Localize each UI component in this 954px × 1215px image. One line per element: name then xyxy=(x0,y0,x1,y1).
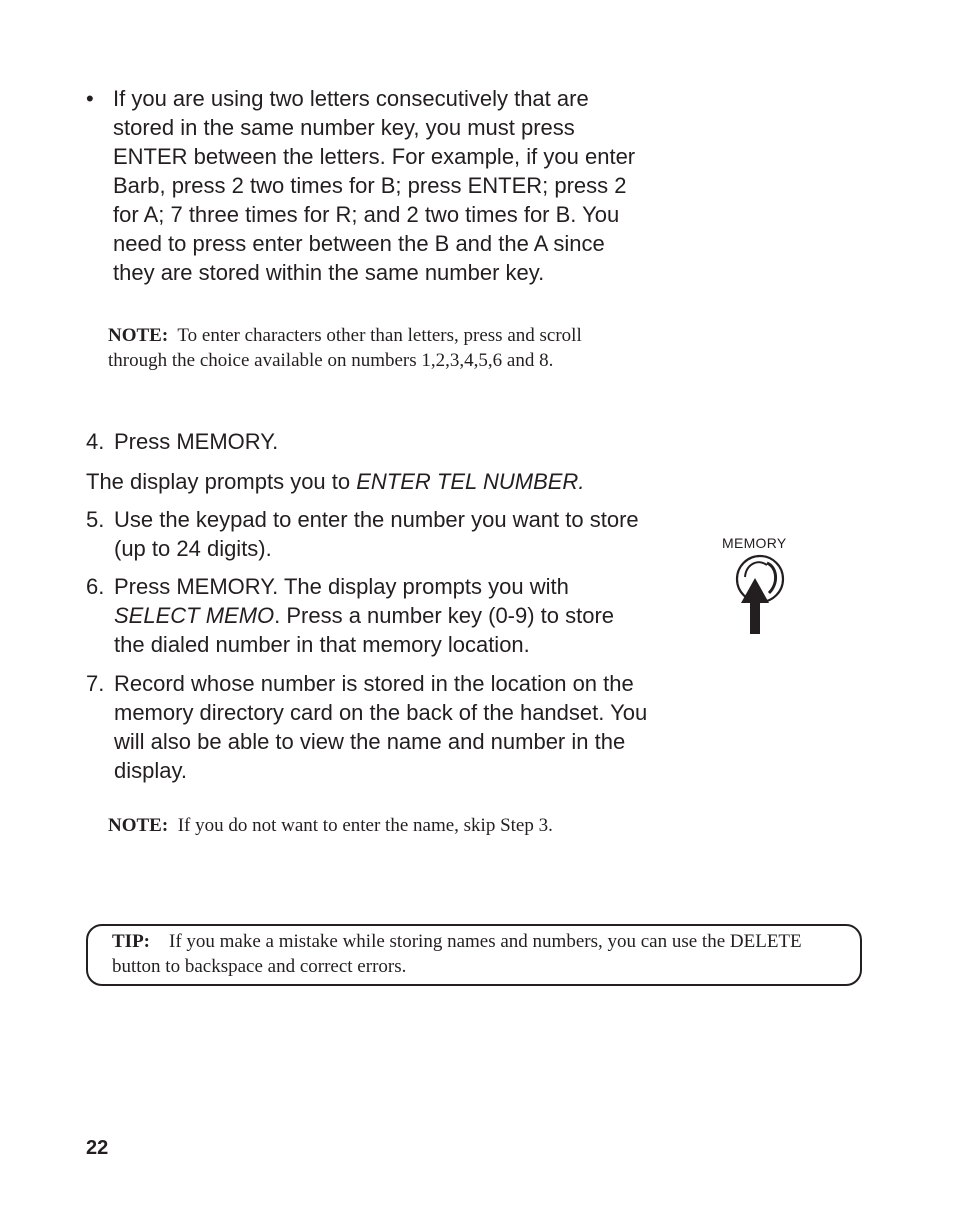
step-number: 7. xyxy=(86,671,105,696)
step-5 xyxy=(86,505,646,563)
note-label: NOTE: xyxy=(108,815,169,836)
step-text-suffix: . Press a number key (0-9) to store the dialed number in that memory location. xyxy=(114,603,615,657)
tip-text-block xyxy=(112,929,842,979)
step-text-prefix: Press MEMORY. The display prompts you with xyxy=(114,574,569,599)
display-prompt xyxy=(86,467,646,496)
bullet-text: If you are using two letters consecutively that are stored in the same number key, you must press ENTER between the letters. For example, if you enter Barb, press 2 two times for B; press ENTER; press 2 for A; 7 three times for R; and 2 two times for B. You need to press enter between the B and the A since they are stored within the same number key. xyxy=(113,86,636,285)
display-prompt-text: The display prompts you to xyxy=(86,469,357,494)
step-text xyxy=(114,572,646,659)
note-skip-step xyxy=(108,813,608,838)
step-number: 6. xyxy=(86,574,105,599)
step-7 xyxy=(86,669,656,785)
note-text: If you do not want to enter the name, skip Step 3. xyxy=(177,815,553,836)
step-number: 4. xyxy=(86,429,105,454)
memory-button-label: MEMORY xyxy=(722,535,787,551)
tip-label: TIP: xyxy=(112,931,150,952)
display-prompt-message: ENTER TEL NUMBER. xyxy=(356,469,585,494)
step-number: 5. xyxy=(86,507,105,532)
bullet-paragraph xyxy=(86,84,646,287)
step-text: Press MEMORY. xyxy=(114,429,279,454)
page-number: 22 xyxy=(86,1137,109,1159)
step-text: Record whose number is stored in the location on the memory directory card on the back of the handset. You will also be able to view the name and number in the display. xyxy=(114,671,648,783)
note-text: To enter characters other than letters, press and scroll through the choice available on numbers 1,2,3,4,5,6 and 8. xyxy=(108,325,582,371)
step-6 xyxy=(86,572,646,659)
step-text: Use the keypad to enter the number you want to store (up to 24 digits). xyxy=(114,507,639,561)
note-label: NOTE: xyxy=(108,325,169,346)
step-4 xyxy=(86,427,646,456)
bullet-mark: • xyxy=(86,86,94,111)
step-text-message: SELECT MEMO xyxy=(114,603,275,628)
press-arrow-icon xyxy=(727,553,789,637)
tip-text: If you make a mistake while storing names and numbers, you can use the DELETE button to backspace and correct errors. xyxy=(112,931,802,977)
note-letters xyxy=(108,323,628,373)
